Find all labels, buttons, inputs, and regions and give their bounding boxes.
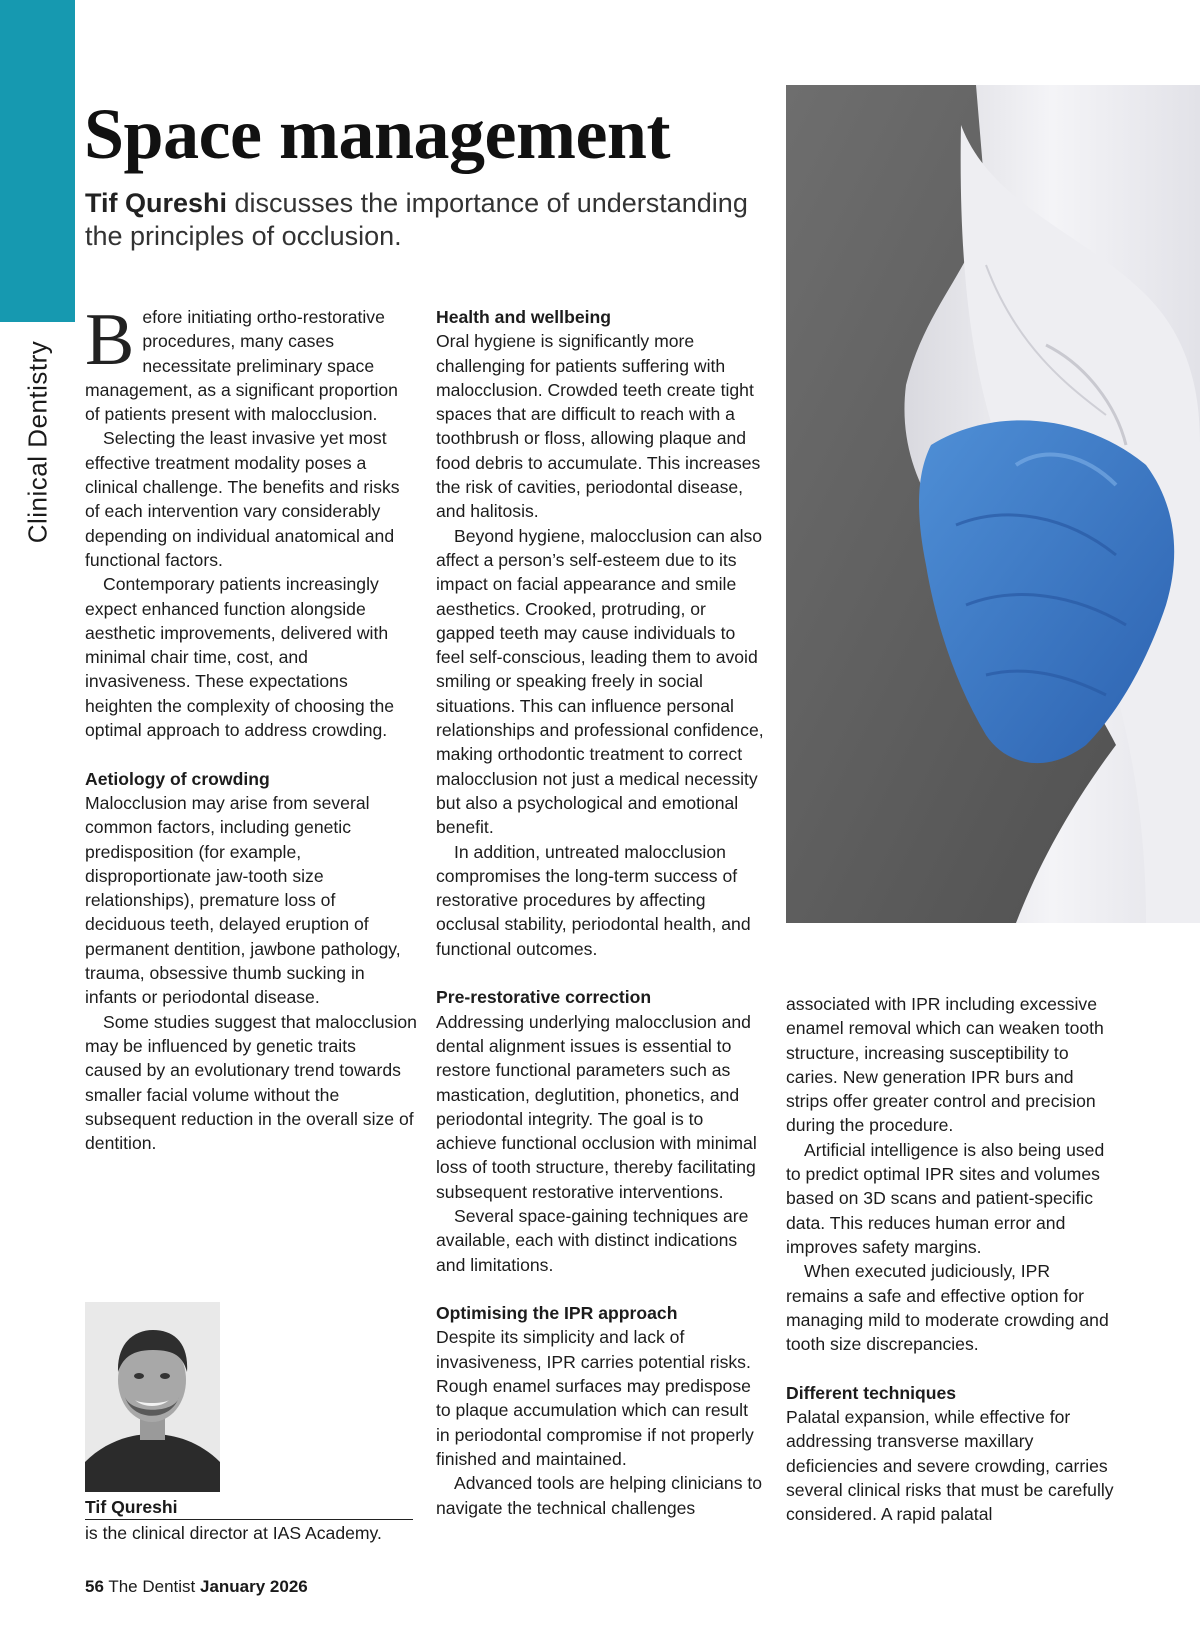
subheading-prerestorative: Pre-restorative correction: [436, 987, 652, 1008]
publication-name: The Dentist: [103, 1577, 200, 1596]
body-paragraph: In addition, untreated malocclusion compromises the long-term success of restorative procedures by affecting occlusal stability, periodontal health, and functional outcomes.: [436, 841, 751, 959]
body-paragraph: Advanced tools are helping clinicians to navigate the technical challenges: [436, 1473, 763, 1518]
subheading-health: Health and wellbeing: [436, 307, 611, 327]
standfirst-author: Tif Qureshi: [85, 188, 228, 218]
article-title: Space management: [84, 94, 670, 174]
body-paragraph: Contemporary patients increasingly expect enhanced function alongside aesthetic improvements, delivered with minimal chair time, cost, and invasiveness. These expectations heighten the complexity of choosing the optimal approach to address crowding.: [85, 574, 395, 741]
page-footer: [85, 1576, 308, 1598]
page-number: 56: [85, 1577, 104, 1596]
hero-photo: [786, 85, 1200, 923]
body-paragraph: Selecting the least invasive yet most effective treatment modality poses a clinical challenge. The benefits and risks of each intervention vary considerably depending on individual anatomical and functional factors.: [85, 428, 400, 570]
body-paragraph: Some studies suggest that malocclusion may be influenced by genetic traits caused by an evolutionary trend towards smaller facial volume without the subsequent reduction in the overall size of dentition.: [85, 1011, 417, 1154]
body-paragraph: Several space-gaining techniques are available, each with distinct indications and limitations.: [436, 1205, 749, 1275]
body-paragraph: associated with IPR including excessive enamel removal which can weaken tooth structure, increasing susceptibility to caries. New generation IPR burs and strips offer greater control and precision during the procedure.: [786, 994, 1104, 1136]
bio-name: Tif Qureshi: [85, 1495, 413, 1520]
section-color-bar: [0, 0, 75, 322]
bio-role: is the clinical director at IAS Academy.: [85, 1523, 382, 1543]
drop-cap: B: [85, 299, 135, 381]
body-paragraph: Palatal expansion, while effective for addressing transverse maxillary deficiencies and severe crowding, carries several clinical risks that must be carefully considered. A rapid palatal: [786, 1407, 1114, 1525]
body-paragraph: Artificial intelligence is also being used to predict optimal IPR sites and volumes based on 3D scans and patient-specific data. This reduces human error and improves safety margins.: [786, 1139, 1105, 1257]
section-label: Clinical Dentistry: [22, 340, 53, 544]
body-paragraph: Addressing underlying malocclusion and dental alignment issues is essential to restore functional parameters such as mastication, deglutition, phonetics, and periodontal integrity. The goal is to achieve functional occlusion with minimal loss of tooth structure, thereby facilitating subsequent restorative interventions.: [436, 1011, 757, 1202]
author-portrait: [85, 1302, 220, 1492]
column-1: [85, 299, 417, 1155]
subheading-aetiology: Aetiology of crowding: [85, 768, 270, 789]
body-paragraph: Beyond hygiene, malocclusion can also affect a person’s self-esteem due to its impact on facial appearance and smile aesthetics. Crooked, protruding, or gapped teeth may cause individuals to feel self-conscious, leading them to avoid smiling or speaking freely in social situations. This can influence personal relationships and professional confidence, making orthodontic treatment to correct malocclusion not just a medical necessity but also a psychological and emotional benefit.: [436, 525, 764, 838]
subheading-techniques: Different techniques: [786, 1382, 957, 1403]
body-paragraph: When executed judiciously, IPR remains a safe and effective option for managing mild to moderate crowding and tooth size discrepancies.: [786, 1261, 1109, 1355]
intro-paragraph: [85, 299, 417, 426]
standfirst-text: discusses the importance of understanding the principles of occlusion.: [85, 188, 748, 251]
issue-date: January 2026: [200, 1577, 308, 1596]
intro-text: efore initiating ortho-restorative procedures, many cases necessitate preliminary space management, as a significant proportion of patients present with malocclusion.: [85, 307, 398, 425]
column-3: [786, 992, 1116, 1527]
body-paragraph: Malocclusion may arise from several common factors, including genetic predisposition (for example, disproportionate jaw-tooth size relationships), premature loss of deciduous teeth, delayed eruption of permanent dentition, jawbone pathology, trauma, obsessive thumb sucking in infants or periodontal disease.: [85, 792, 401, 1008]
subheading-ipr: Optimising the IPR approach: [436, 1303, 678, 1324]
body-paragraph: Despite its simplicity and lack of invasiveness, IPR carries potential risks. Rough enamel surfaces may predispose to plaque accumulation which can result in periodontal compromise if not properly finished and maintained.: [436, 1327, 754, 1469]
column-2: [436, 305, 766, 1520]
standfirst: [85, 187, 765, 253]
body-paragraph: Oral hygiene is significantly more challenging for patients suffering with malocclusion. Crowded teeth create tight spaces that are difficult to reach with a toothbrush or floss, allowing plaque and food debris to accumulate. This increases the risk of cavities, periodontal disease, and halitosis.: [436, 331, 761, 522]
